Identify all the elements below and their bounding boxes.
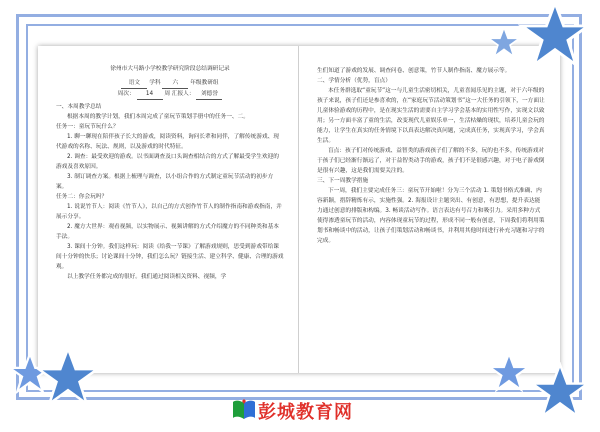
grade-value: 六 xyxy=(162,78,188,89)
paragraph: 根据本周的教学计划，我们本周完成了童玩节策划手册中的任务一、二。 xyxy=(67,114,249,120)
paragraph: 生们知道了游戏的发展、调查问卷、创意策，竹节人制作指南、魔方展示等。 xyxy=(317,68,511,74)
task-heading: 任务二：你会玩吗？ xyxy=(56,194,108,200)
star-icon xyxy=(530,362,590,422)
paragraph: 本任务群选取“童玩节”这一与儿童生活密切相关，儿童喜闻乐见的主题，对于六年级的孩子来说，孩子们还是参喜欢的，在“家庭玩节活动策划书”这一大任务的引领下，一方面让儿童体验游戏的历程中，是在现实生活的需要自主学习学会基本的实用性写作，实现文以致用；另一方面丰富了童的生活，改变现代儿童娱乐单一，生活枯燥的现状，培养儿童会玩的能力，让学生在真实的任务情境下以真表达解决真问题，完成真任务，实现真学习，学会真生活。 xyxy=(317,88,545,144)
subject-line xyxy=(56,78,284,89)
week-line xyxy=(56,89,284,100)
reporter-value: 刘德誉 xyxy=(196,89,222,100)
star-icon xyxy=(518,0,592,72)
paragraph: 1. 说说竹节人：阅读《竹节人》，以自己的方式创作竹节人的制作指南和游戏指南，并展示分享。 xyxy=(56,204,282,220)
reporter-label: 汇报人： xyxy=(171,91,195,97)
site-watermark xyxy=(232,397,372,423)
book-logo-icon xyxy=(232,399,256,421)
paragraph: 3. 课间十分钟。我们这样玩：阅读《给我一节课》了解游戏规则，思受到游戏带给课间十分钟的快乐；讨论课间十分钟，我们怎么玩？链接生活、建立科学、健康、合理的游戏观。 xyxy=(56,244,284,270)
section-heading: 一、本周教学总结 xyxy=(56,104,102,110)
paragraph: 3. 制订调查方案。根据上梳理与调查，以小组合作的方式制定童玩节活动的初步方案。 xyxy=(56,174,274,190)
document-title: 徐州市大马路小学校教学研究阶段总结调研记录 xyxy=(110,66,230,72)
paragraph: 以上教学任务都完成的很好。我们通过阅读相关资料、视频，学 xyxy=(67,274,227,280)
week-value: 14 xyxy=(137,89,163,100)
star-icon xyxy=(36,346,100,410)
paragraph: 盲点：孩子们对传统游戏、益智类的游戏孩子们了解的不多，玩的也不多，传统游戏对于孩子们已经渐行渐远了，对于益智类动手的游戏，孩子们不是很感兴趣，对于电子游戏倒是很有兴趣，这是我们需要关注的。 xyxy=(317,148,545,174)
paragraph: 2. 魔方大世界：观看视频，以实物展示、视频讲解的方式介绍魔方的不同种类和基本手法。 xyxy=(56,224,279,240)
week-unit: 周 xyxy=(164,91,170,97)
document-spread xyxy=(38,46,560,373)
subject-mid: 学科 xyxy=(149,80,161,86)
subject-value: 语文 xyxy=(121,78,147,89)
task-heading: 任务一：童玩节玩什么？ xyxy=(56,124,119,130)
grade-suffix: 年级教研组 xyxy=(190,80,219,86)
right-page xyxy=(299,46,560,373)
left-page xyxy=(38,46,299,373)
paragraph: 1. 聊一聊现在陪伴孩子长大的游戏，阅读资料，询问长辈和同伴，了解传统游戏、现代游戏的名称、玩法、规则，以及游戏的时代特征。 xyxy=(56,134,279,150)
week-label: 周次： xyxy=(117,91,135,97)
brand-name: 彭城教育网 xyxy=(258,402,353,423)
section-heading: 二、学情分析（优势，盲点） xyxy=(317,78,391,84)
section-heading: 三、下一周教学措施 xyxy=(317,178,369,184)
star-icon xyxy=(488,352,530,394)
star-icon xyxy=(486,26,522,60)
paragraph: 2. 调查：最受欢迎的游戏。以书面调查及口头调查相结合的方式了解最受学生欢迎的游戏及喜欢原因。 xyxy=(56,154,279,170)
paragraph: 下一周，我们主要完成任务三：童玩节开始啦！分为三个活动 1. 策划书格式准确、内容新颖，措辞精炼有示，实施性强。2. 海报设计主题突出、有创意，有思想，提升表达能力通过创意的排版和构编。3. 畅谈活动写作。语言表达有号召力和吸引力。采用多种方式使得渗透童玩节的活动，内容体现童玩节的过程，形成不同一般有创意，下周我们将利用策划书和畅谈中的活动，让孩子们策划活动和畅谈书，并利用其他时间进行补充习题和习字的完成。 xyxy=(317,188,545,244)
